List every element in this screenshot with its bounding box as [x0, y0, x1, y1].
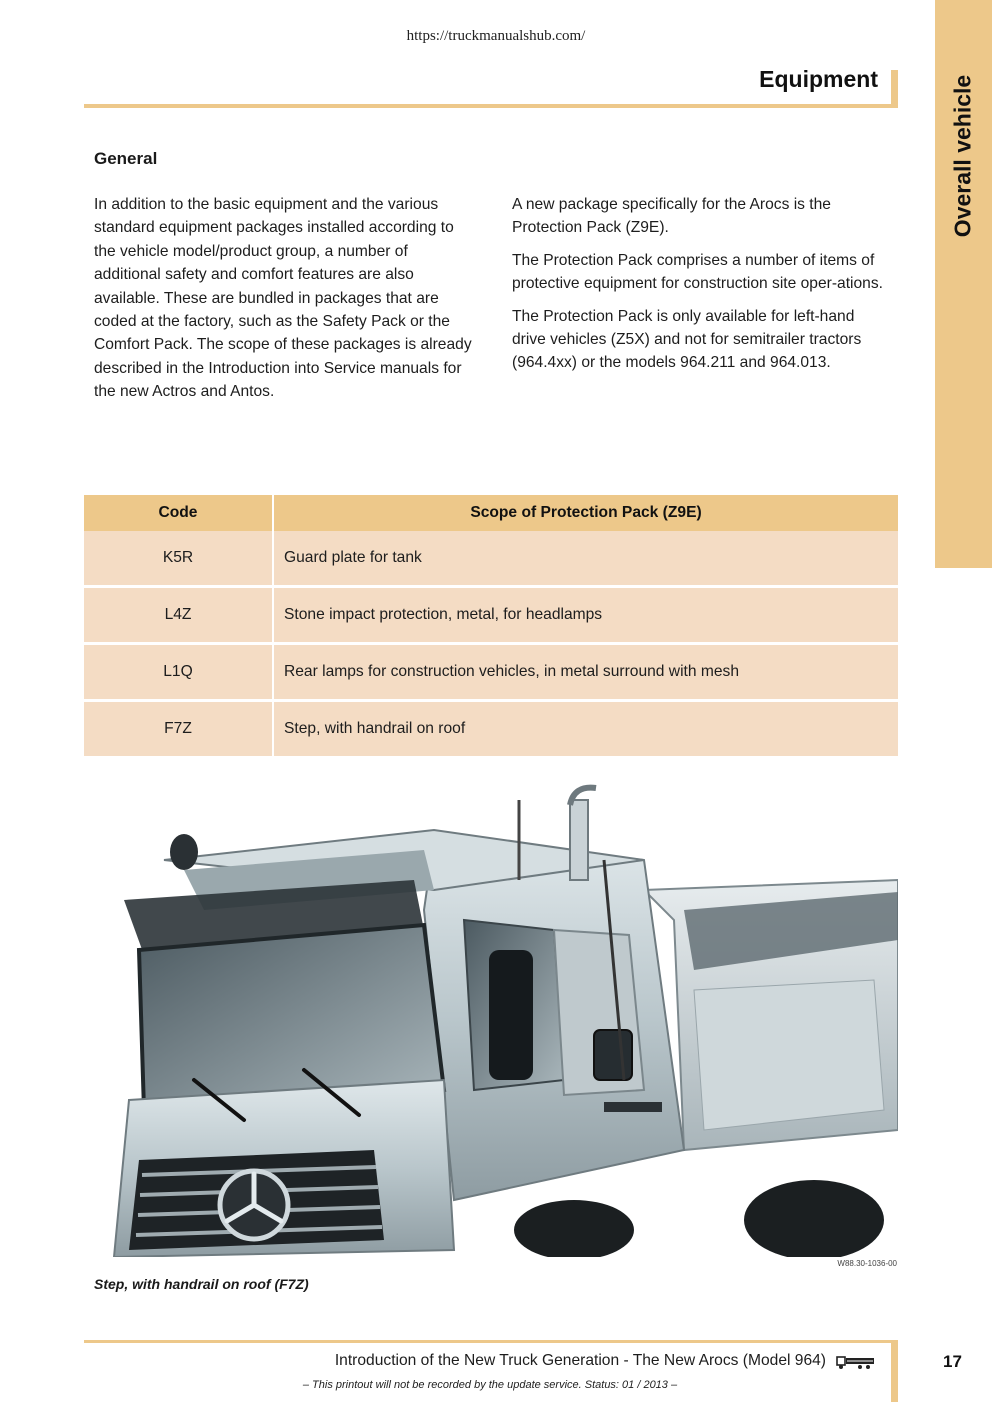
footer-rule — [84, 1340, 898, 1343]
scope-cell: Guard plate for tank — [273, 531, 898, 587]
figure-id: W88.30-1036-00 — [837, 1259, 897, 1268]
code-cell: L1Q — [84, 644, 273, 701]
code-cell: L4Z — [84, 587, 273, 644]
general-paragraph: In addition to the basic equipment and the various standard equipment packages installed according to the vehicle model/product group, a number of additional safety and comfort features are also available. These are bundled in packages that are coded at the factory, such as the Safety Pack or the Comfort Pack. The scope of these packages is already described in the Introduction into Service manuals for the new Actros and Antos. — [94, 196, 472, 401]
general-paragraph: The Protection Pack is only available for left-hand drive vehicles (Z5X) and not for semitrailer tractors (964.4xx) or the models 964.211 and 964.013. — [512, 307, 862, 372]
code-cell: F7Z — [84, 701, 273, 757]
source-url: https://truckmanualshub.com/ — [406, 28, 586, 44]
general-paragraph: A new package specifically for the Arocs is the Protection Pack (Z9E). — [512, 196, 831, 237]
scope-cell: Rear lamps for construction vehicles, in metal surround with mesh — [273, 644, 898, 701]
code-column-header: Code — [84, 495, 273, 531]
footer-title: Introduction of the New Truck Generation - The New Arocs (Model 964) — [334, 1352, 826, 1369]
code-cell: K5R — [84, 531, 273, 587]
truck-photo — [84, 780, 898, 1257]
truck-icon — [836, 1354, 876, 1370]
title-rule-bar — [891, 70, 898, 108]
footer-rule-bar — [891, 1340, 898, 1402]
general-paragraph: The Protection Pack comprises a number of items of protective equipment for construction site oper-ations. — [512, 251, 883, 293]
general-right-column — [512, 193, 892, 384]
figure-caption: Step, with handrail on roof (F7Z) — [94, 1276, 309, 1292]
chapter-side-tab — [935, 0, 992, 568]
section-title: Equipment — [759, 66, 878, 92]
scope-cell: Stone impact protection, metal, for headlamps — [273, 587, 898, 644]
scope-column-header: Scope of Protection Pack (Z9E) — [273, 495, 898, 531]
protection-pack-table — [84, 495, 898, 756]
general-left-column — [94, 193, 474, 413]
general-heading: General — [94, 149, 158, 168]
table-row — [84, 644, 898, 701]
title-rule — [84, 104, 898, 108]
table-row — [84, 587, 898, 644]
scope-cell: Step, with handrail on roof — [273, 701, 898, 757]
table-row — [84, 531, 898, 587]
table-header-row — [84, 495, 898, 531]
page-number: 17 — [943, 1352, 962, 1371]
chapter-side-tab-label: Overall vehicle — [949, 74, 976, 238]
table-row — [84, 701, 898, 757]
footer-note: – This printout will not be recorded by the update service. Status: 01 / 2013 – — [302, 1379, 678, 1391]
